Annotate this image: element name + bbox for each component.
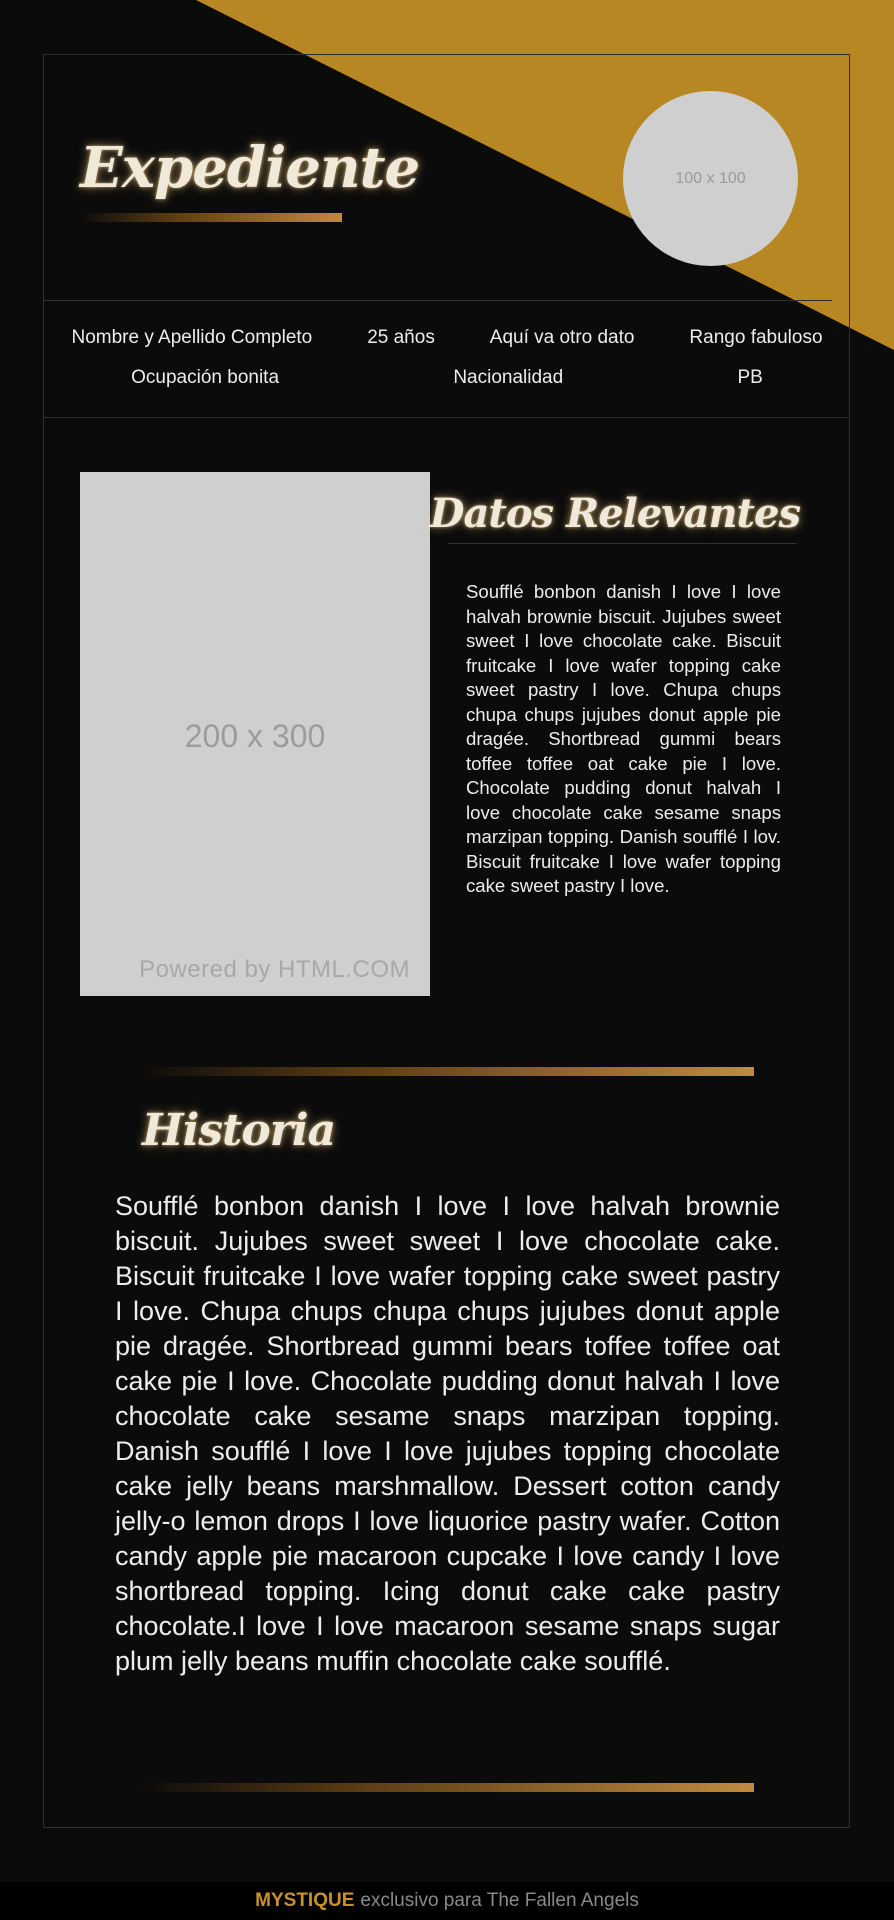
- title-underline: [80, 213, 342, 222]
- historia-text: Soufflé bonbon danish I love I love halvah brownie biscuit. Jujubes sweet sweet I love chocolate cake. Biscuit fruitcake I love wafer topping cake sweet pastry I love. Chupa chups chupa chups jujubes donut apple pie dragée. Shortbread gummi bears toffee toffee oat cake pie I love. Chocolate pudding donut halvah I love chocolate cake sesame snaps marzipan topping. Danish soufflé I love I love jujubes topping chocolate cake jelly beans marshmallow. Dessert cotton candy jelly-o lemon drops I love liquorice pastry wafer. Cotton candy apple pie macaroon cupcake I love candy I love shortbread topping. Icing donut cake cake pastry chocolate.I love I love macaroon sesame snaps sugar plum jelly beans muffin chocolate cake soufflé.: [115, 1191, 780, 1676]
- info-row-primary: [44, 327, 850, 349]
- info-pb: PB: [737, 367, 763, 388]
- page-title: Expediente: [80, 135, 420, 201]
- profile-photo-placeholder: [80, 472, 430, 996]
- avatar: [623, 91, 798, 266]
- footer-brand: MYSTIQUE: [255, 1890, 355, 1911]
- info-occupation: Ocupación bonita: [131, 367, 280, 388]
- info-rank: Rango fabuloso: [689, 327, 823, 348]
- info-full-name: Nombre y Apellido Completo: [71, 327, 313, 348]
- section-separator: [140, 1067, 754, 1076]
- avatar-placeholder-label: 100 x 100: [675, 169, 746, 187]
- divider: [44, 417, 850, 418]
- datos-divider: [448, 543, 797, 544]
- historia-title: Historia: [142, 1105, 336, 1156]
- info-age: 25 años: [367, 327, 435, 348]
- photo-dimensions-label: 200 x 300: [184, 718, 326, 754]
- info-row-secondary: [44, 367, 850, 389]
- datos-relevantes-text: Soufflé bonbon danish I love I love halvah brownie biscuit. Jujubes sweet sweet I love chocolate cake. Biscuit fruitcake I love wafer topping cake sweet pastry I love. Chupa chups chupa chups jujubes donut apple pie dragée. Shortbread gummi bears toffee toffee oat cake pie I love. Chocolate pudding donut halvah I love chocolate cake sesame snaps marzipan topping. Danish soufflé I lov. Biscuit fruitcake I love wafer topping cake sweet pastry I love.: [466, 581, 781, 896]
- photo-powered-by: Powered by HTML.COM: [139, 956, 410, 983]
- divider: [44, 300, 832, 301]
- footer: [0, 1882, 894, 1920]
- datos-relevantes-title: Datos Relevantes: [429, 490, 800, 537]
- info-other: Aquí va otro dato: [489, 327, 635, 348]
- info-nationality: Nacionalidad: [453, 367, 564, 388]
- section-separator: [140, 1783, 754, 1792]
- footer-text: exclusivo para The Fallen Angels: [360, 1890, 639, 1911]
